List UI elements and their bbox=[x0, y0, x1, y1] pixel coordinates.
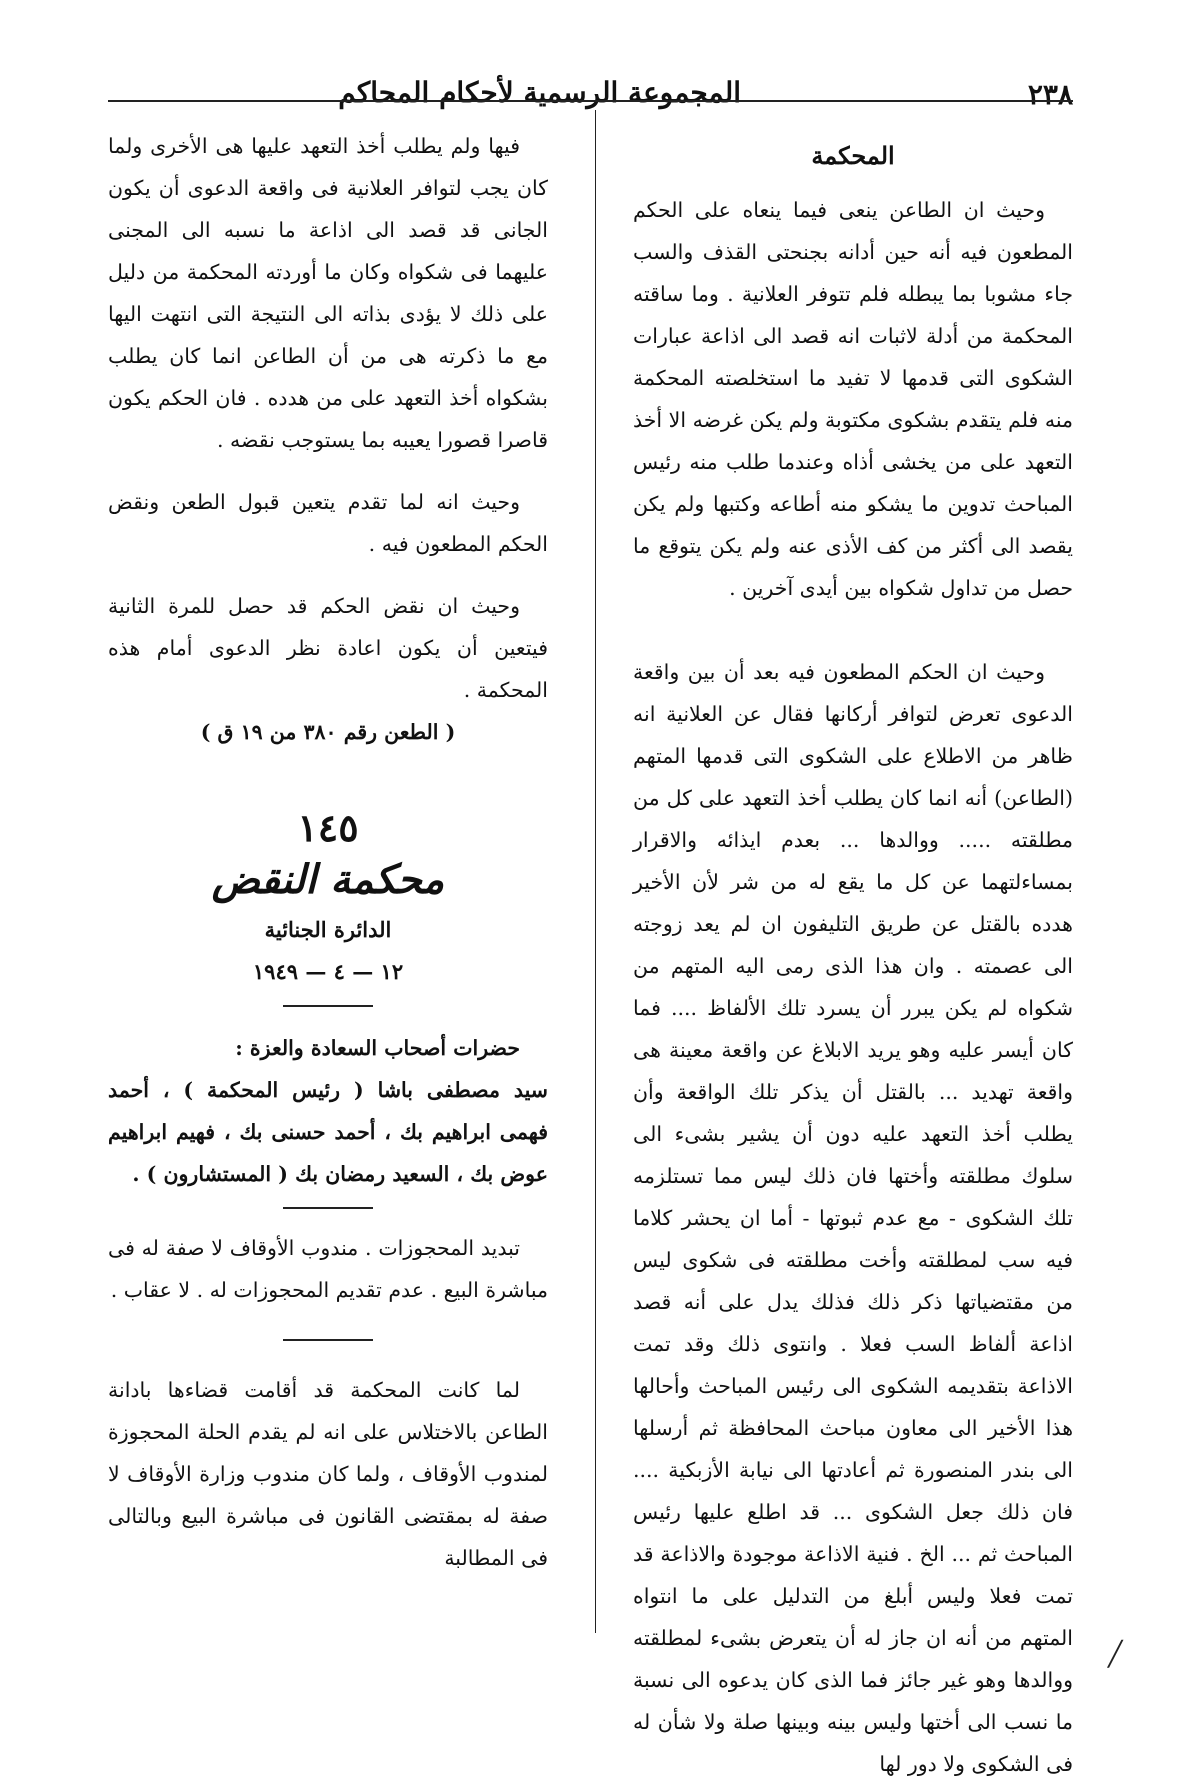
separator-rule bbox=[283, 1005, 373, 1007]
page-number: ٢٣٨ bbox=[1027, 78, 1073, 111]
left-column bbox=[108, 125, 548, 1643]
headnote: تبديد المحجوزات . مندوب الأوقاف لا صفة له فى مباشرة البيع . عدم تقديم المحجوزات له . لا عقاب . bbox=[108, 1236, 548, 1302]
paragraph: وحيث ان نقض الحكم قد حصل للمرة الثانية فيتعين أن يكون اعادة نظر الدعوى أمام هذه المحكمة . bbox=[108, 594, 548, 702]
ruling-date: ١٢ — ٤ — ١٩٤٩ bbox=[252, 959, 404, 984]
paragraph: فيها ولم يطلب أخذ التعهد عليها هى الأخرى ولما كان يجب لتوافر العلانية فى واقعة الدعوى أن يكون الجانى قد قصد الى اذاعة ما نسبه الى المجنى عليهما فى شكواه وكان ما أوردته المحكمة من دليل على ذلك لا يؤدى بذاته الى النتيجة التى انتهت اليها مع ما ذكرته هى من أن الطاعن انما كان يطلب بشكواه أخذ التعهد على من هدده . فان الحكم يكون قاصرا قصورا يعيبه بما يستوجب نقضه . bbox=[108, 134, 548, 452]
running-title: المجموعة الرسمية لأحكام المحاكم bbox=[338, 76, 741, 109]
header-rule bbox=[108, 100, 1073, 102]
column-divider bbox=[595, 110, 596, 1633]
paragraph: وحيث ان الطاعن ينعى فيما ينعاه على الحكم المطعون فيه أنه حين أدانه بجنحتى القذف والسب جاء مشوبا بما يبطله فلم تتوفر العلانية . وما ساقته المحكمة من أدلة لاثبات انه قصد الى اذاعة عبارات الشكوى التى قدمها لا تفيد ما استخلصته المحكمة منه فلم يتقدم بشكوى مكتوبة ولم يكن غرضه الا أخذ التعهد على من يخشى أذاه وعندما طلب منه رئيس المباحث تدوين ما يشكو منه أطاعه وكتبها ولم يكن يقصد الى أكثر من كف الأذى عنه ولم يكن يتوقع ما حصل من تداول شكواه بين أيدى آخرين . bbox=[633, 198, 1073, 600]
court-name: محكمة النقض bbox=[211, 856, 445, 903]
separator-rule bbox=[283, 1207, 373, 1209]
paragraph: وحيث ان الحكم المطعون فيه بعد أن بين واقعة الدعوى تعرض لتوافر أركانها فقال عن العلانية انه ظاهر من الاطلاع على الشكوى التى قدمها المتهم (الطاعن) أنه انما كان يطلب أخذ التعهد على كل من مطلقته ..... ووالدها ... بعدم ايذائه والاقرار بمساءلتهما عن كل ما يقع له من شر لأن الأخير هدده بالقتل عن طريق التليفون ان لم يعد زوجته الى عصمته . وان هذا الذى رمى اليه المتهم من شكواه لم يكن يبرر أن يسرد تلك الألفاظ .... فما كان أيسر عليه وهو يريد الابلاغ عن واقعة معينة هى واقعة تهديد ... بالقتل أن يذكر تلك الواقعة وأن يطلب أخذ التعهد عليه دون أن يشير بشىء الى سلوك مطلقته وأختها فان ذلك ليس مما تستلزمه تلك الشكوى - مع عدم ثبوتها - أما ان يحشر كلاما فيه سب لمطلقته وأخت مطلقته فى شكوى ليس من مقتضياتها ذكر ذلك فذلك يدل على أنه قصد اذاعة ألفاظ السب فعلا . وانتوى ذلك وقد تمت الاذاعة بتقديمه الشكوى الى رئيس المباحث وأحالها هذا الأخير الى معاون مباحث المحافظة ثم أرسلها الى بندر المنصورة ثم أعادتها الى نيابة الأزبكية .... فان ذلك جعل الشكوى ... قد اطلع عليها رئيس المباحث ثم ... الخ . فنية الاذاعة موجودة والاذاعة قد تمت فعلا وليس أبلغ من التدليل على ما انتواه المتهم من أنه ان جاز له أن يتعرض بشىء لمطلقته ووالدها وهو غير جائز فما الذى كان يدعوه الى نسبة ما نسب الى أختها وليس بينه وبينها صلة ولا شأن له فى الشكوى ولا دور لها bbox=[633, 660, 1073, 1776]
circuit-name: الدائرة الجنائية bbox=[264, 917, 392, 942]
ruling-body: لما كانت المحكمة قد أقامت قضاءها بادانة الطاعن بالاختلاس على انه لم يقدم الحلة المحجوزة لمندوب الأوقاف ، ولما كان مندوب وزارة الأوقاف لا صفة له بمقتضى القانون فى مباشرة البيع وبالتالى فى المطالبة bbox=[108, 1378, 548, 1570]
bench-heading: حضرات أصحاب السعادة والعزة : bbox=[235, 1036, 520, 1060]
ruling-number: ١٤٥ bbox=[297, 805, 359, 850]
case-reference: ( الطعن رقم ٣٨٠ من ١٩ ق ) bbox=[200, 720, 456, 744]
page-header bbox=[100, 52, 1181, 112]
right-column bbox=[633, 125, 1073, 1776]
paragraph: وحيث انه لما تقدم يتعين قبول الطعن ونقض الحكم المطعون فيه . bbox=[108, 490, 548, 556]
margin-tick-mark: ╱ bbox=[1108, 1640, 1123, 1668]
bench-members: سيد مصطفى باشا ( رئيس المحكمة ) ، أحمد فهمى ابراهيم بك ، أحمد حسنى بك ، فهيم ابراهيم عوض بك ، السعيد رمضان بك ( المستشارون ) . bbox=[108, 1078, 548, 1186]
section-title: المحكمة bbox=[811, 141, 895, 170]
separator-rule bbox=[283, 1339, 373, 1341]
